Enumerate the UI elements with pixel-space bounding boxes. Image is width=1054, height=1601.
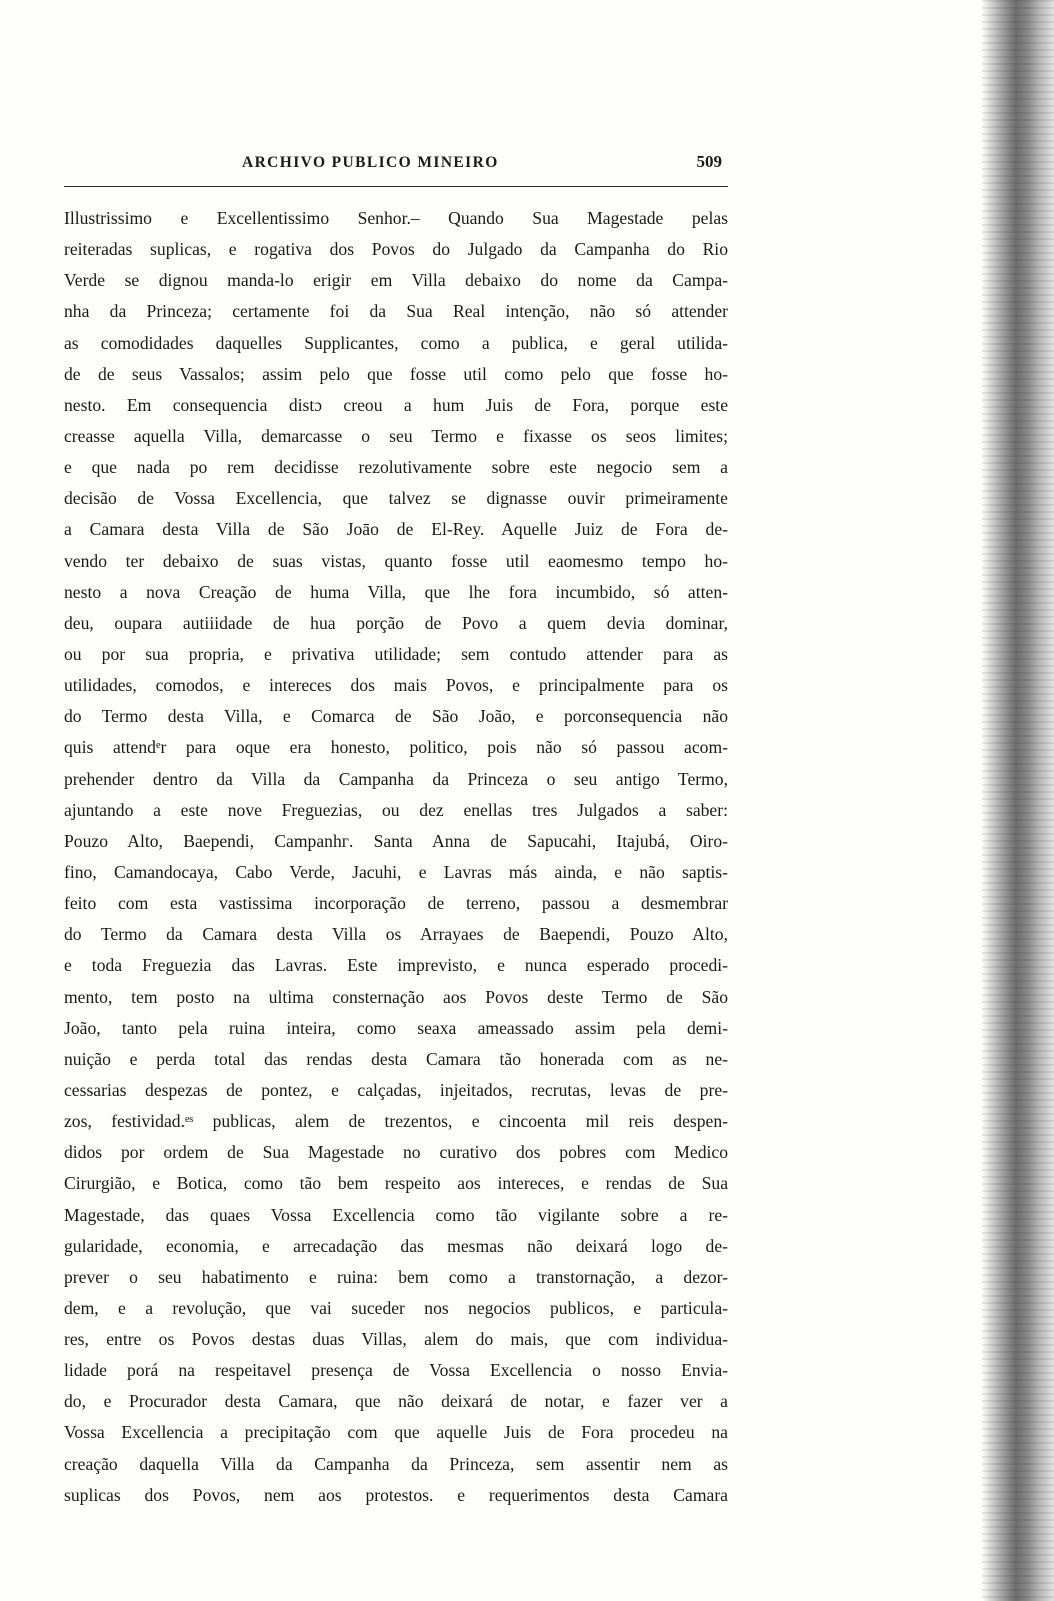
- text-line: ajuntando a este nove Freguezias, ou dez enellas tres Julgados a saber:: [64, 799, 728, 820]
- text-line: Vossa Excellencia a precipitação com que aquelle Juis de Fora procedeu na: [64, 1422, 728, 1443]
- text-line: as comodidades daquelles Supplicantes, como a publica, e geral utilida-: [64, 332, 728, 353]
- text-line: prehender dentro da Villa da Campanha da Princeza o seu antigo Termo,: [64, 768, 728, 789]
- text-line: didos por ordem de Sua Magestade no curativo dos pobres com Medico: [64, 1142, 728, 1163]
- text-line: creação daquella Villa da Campanha da Princeza, sem assentir nem as: [64, 1453, 728, 1474]
- body-text: [64, 203, 728, 1511]
- text-line: Illustrissimo e Excellentissimo Senhor.– Quando Sua Magestade pelas: [64, 208, 728, 228]
- text-line: utilidades, comodos, e intereces dos mais Povos, e principalmente para os: [64, 675, 728, 696]
- text-line: lidade porá na respeitavel presença de Vossa Excellencia o nosso Envia-: [64, 1360, 728, 1381]
- text-line: prever o seu habatimento e ruina: bem como a transtornação, a dezor-: [64, 1266, 728, 1287]
- text-line: reiteradas suplicas, e rogativa dos Povos do Julgado da Campanha do Rio: [64, 239, 728, 260]
- text-line: João, tanto pela ruina inteira, como seaxa ameassado assim pela demi-: [64, 1017, 728, 1038]
- text-line: zos, festividad.ᵉˢ publicas, alem de trezentos, e cincoenta mil reis despen-: [64, 1111, 728, 1132]
- running-head: ARCHIVO PUBLICO MINEIRO: [242, 154, 499, 171]
- text-line: e que nada po rem decidisse rezolutivamente sobre este negocio sem a: [64, 457, 728, 478]
- page-number: 509: [696, 152, 722, 171]
- text-line: e toda Freguezia das Lavras. Este imprevisto, e nunca esperado procedi-: [64, 955, 728, 976]
- text-line: nha da Princeza; certamente foi da Sua Real intenção, não só attender: [64, 301, 728, 322]
- text-line: cessarias despezas de pontez, e calçadas, injeitados, recrutas, levas de pre-: [64, 1079, 728, 1100]
- text-line: fino, Camandocaya, Cabo Verde, Jacuhi, e Lavras más ainda, e não saptis-: [64, 861, 728, 882]
- text-line: vendo ter debaixo de suas vistas, quanto fosse util eaomesmo tempo ho-: [64, 550, 728, 571]
- page-header: [64, 150, 728, 190]
- text-line: suplicas dos Povos, nem aos protestos. e requerimentos desta Camara: [64, 1484, 728, 1505]
- text-line: de de seus Vassalos; assim pelo que fosse util como pelo que fosse ho-: [64, 363, 728, 384]
- text-line: nesto a nova Creação de huma Villa, que lhe fora incumbido, só atten-: [64, 581, 728, 602]
- text-line: gularidade, economia, e arrecadação das mesmas não deixará logo de-: [64, 1235, 728, 1256]
- text-line: do, e Procurador desta Camara, que não deixará de notar, e fazer ver a: [64, 1391, 728, 1412]
- text-line: deu, oupara autiiidade de hua porção de Povo a quem devia dominar,: [64, 612, 728, 633]
- text-line: Pouzo Alto, Baependi, Campanhᴦ. Santa Anna de Sapucahi, Itajubá, Oiro-: [64, 830, 728, 851]
- text-line: quis attendᵉr para oque era honesto, politico, pois não só passou acom-: [64, 737, 728, 758]
- text-line: mento, tem posto na ultima consternação aos Povos deste Termo de São: [64, 986, 728, 1007]
- text-line: decisão de Vossa Excellencia, que talvez se dignasse ouvir primeiramente: [64, 488, 728, 509]
- text-line: nesto. Em consequencia distɔ creou a hum Juis de Fora, porque este: [64, 394, 728, 415]
- text-line: Cirurgião, e Botica, como tão bem respeito aos intereces, e rendas de Sua: [64, 1173, 728, 1194]
- scan-edge-texture: [982, 0, 1054, 1601]
- text-line: Magestade, das quaes Vossa Excellencia como tão vigilante sobre a re-: [64, 1204, 728, 1225]
- text-line: feito com esta vastissima incorporação de terreno, passou a desmembrar: [64, 893, 728, 914]
- text-line: do Termo da Camara desta Villa os Arrayaes de Baependi, Pouzo Alto,: [64, 924, 728, 945]
- text-line: nuição e perda total das rendas desta Camara tão honerada com as ne-: [64, 1048, 728, 1069]
- text-line: creasse aquella Villa, demarcasse o seu Termo e fixasse os seos limites;: [64, 425, 728, 446]
- text-line: dem, e a revolução, que vai suceder nos negocios publicos, e particula-: [64, 1297, 728, 1318]
- header-rule: [64, 186, 728, 187]
- text-line: do Termo desta Villa, e Comarca de São João, e porconsequencia não: [64, 706, 728, 727]
- text-line: Verde se dignou manda-lo erigir em Villa debaixo do nome da Campa-: [64, 270, 728, 291]
- text-line: ou por sua propria, e privativa utilidade; sem contudo attender para as: [64, 643, 728, 664]
- text-line: a Camara desta Villa de São Joāo de El-Rey. Aquelle Juiz de Fora de-: [64, 519, 728, 540]
- text-line: res, entre os Povos destas duas Villas, alem do mais, que com individua-: [64, 1329, 728, 1350]
